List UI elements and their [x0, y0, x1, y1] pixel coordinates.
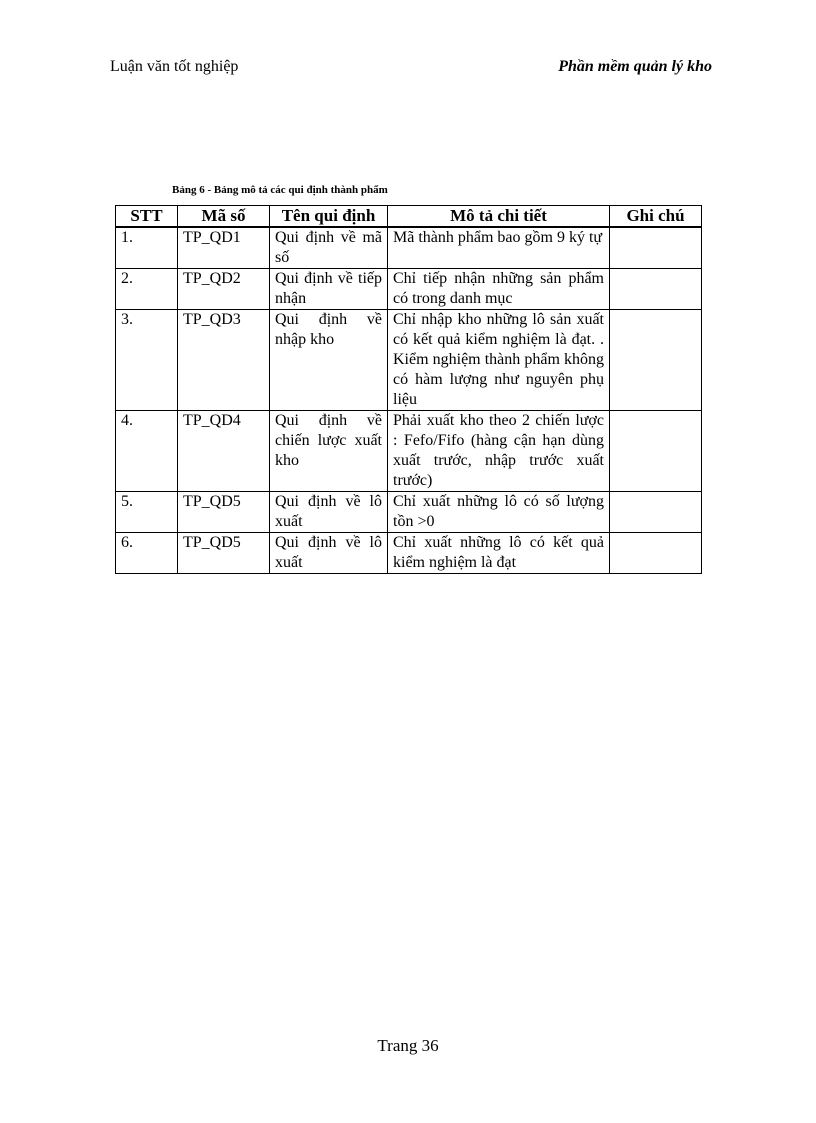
- cell-note: [610, 533, 702, 574]
- cell-code: TP_QD1: [178, 227, 270, 269]
- cell-description: Mã thành phẩm bao gồm 9 ký tự: [388, 227, 610, 269]
- cell-stt: 3.: [116, 310, 178, 411]
- cell-name: Qui định về lô xuất: [270, 492, 388, 533]
- table-row: [116, 227, 702, 269]
- table-row: [116, 269, 702, 310]
- column-header-description: Mô tả chi tiết: [388, 206, 610, 228]
- cell-stt: 1.: [116, 227, 178, 269]
- cell-description: Phải xuất kho theo 2 chiến lược : Fefo/Fifo (hàng cận hạn dùng xuất trước, nhập trước xuất trước): [388, 411, 610, 492]
- cell-stt: 5.: [116, 492, 178, 533]
- cell-note: [610, 411, 702, 492]
- cell-stt: 6.: [116, 533, 178, 574]
- cell-code: TP_QD5: [178, 533, 270, 574]
- cell-note: [610, 310, 702, 411]
- table-row: [116, 310, 702, 411]
- table-caption: Bảng 6 - Bảng mô tả các qui định thành phẩm: [172, 184, 388, 196]
- cell-name: Qui định về mã số: [270, 227, 388, 269]
- cell-description: Chỉ xuất những lô có kết quả kiểm nghiệm là đạt: [388, 533, 610, 574]
- cell-code: TP_QD3: [178, 310, 270, 411]
- cell-note: [610, 269, 702, 310]
- cell-code: TP_QD2: [178, 269, 270, 310]
- table-row: [116, 533, 702, 574]
- cell-name: Qui định về tiếp nhận: [270, 269, 388, 310]
- column-header-name: Tên qui định: [270, 206, 388, 228]
- cell-name: Qui định về nhập kho: [270, 310, 388, 411]
- cell-stt: 4.: [116, 411, 178, 492]
- running-header-subject: Phần mềm quản lý kho: [558, 58, 712, 75]
- column-header-stt: STT: [116, 206, 178, 228]
- cell-description: Chỉ nhập kho những lô sản xuất có kết quả kiểm nghiệm là đạt. . Kiểm nghiệm thành phẩm không có hàm lượng như nguyên phụ liệu: [388, 310, 610, 411]
- table-row: [116, 411, 702, 492]
- table-row: [116, 492, 702, 533]
- cell-name: Qui định về lô xuất: [270, 533, 388, 574]
- table-header-row: [116, 206, 702, 228]
- cell-code: TP_QD5: [178, 492, 270, 533]
- cell-description: Chỉ xuất những lô có số lượng tồn >0: [388, 492, 610, 533]
- rules-table: [115, 205, 702, 574]
- cell-code: TP_QD4: [178, 411, 270, 492]
- page-number: Trang 36: [377, 1036, 439, 1055]
- cell-stt: 2.: [116, 269, 178, 310]
- running-header-title: Luận văn tốt nghiệp: [110, 58, 239, 75]
- column-header-note: Ghi chú: [610, 206, 702, 228]
- cell-description: Chỉ tiếp nhận những sản phẩm có trong danh mục: [388, 269, 610, 310]
- cell-note: [610, 227, 702, 269]
- cell-name: Qui định về chiến lược xuất kho: [270, 411, 388, 492]
- column-header-code: Mã số: [178, 206, 270, 228]
- cell-note: [610, 492, 702, 533]
